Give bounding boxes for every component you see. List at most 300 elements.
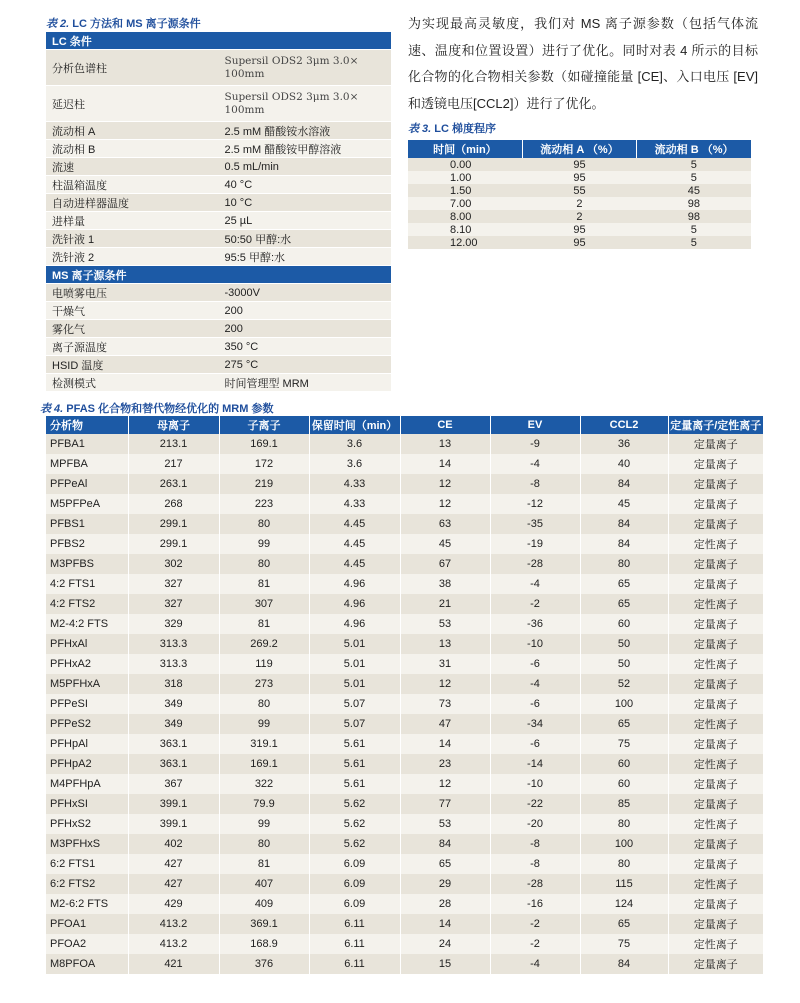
table-row xyxy=(46,176,391,194)
param-value: 95:5 甲醇:水 xyxy=(219,248,392,266)
table-cell: 100 xyxy=(580,834,668,854)
table-row xyxy=(46,694,763,714)
table-cell: 5.62 xyxy=(309,834,400,854)
analyte-name: 6:2 FTS2 xyxy=(46,874,128,894)
table-cell: 定性离子 xyxy=(668,934,763,954)
table-cell: -6 xyxy=(490,734,580,754)
table-cell: 5.61 xyxy=(309,754,400,774)
table-row xyxy=(46,594,763,614)
table-cell: 定量离子 xyxy=(668,434,763,454)
column-header: 定量离子/定性离子 xyxy=(668,416,763,434)
table-cell: 77 xyxy=(400,794,490,814)
table-cell: 5.61 xyxy=(309,734,400,754)
lc-gradient-table xyxy=(408,140,751,249)
table-row xyxy=(46,50,391,86)
table-cell: 0.00 xyxy=(408,158,522,171)
table-cell: 8.00 xyxy=(408,210,522,223)
analyte-name: PFHxSI xyxy=(46,794,128,814)
analyte-name: M3PFHxS xyxy=(46,834,128,854)
table-cell: 定量离子 xyxy=(668,634,763,654)
param-value: 350 °C xyxy=(219,338,392,356)
analyte-name: 6:2 FTS1 xyxy=(46,854,128,874)
table-row xyxy=(46,454,763,474)
table-cell: 79.9 xyxy=(219,794,309,814)
table-cell: -16 xyxy=(490,894,580,914)
param-value: 25 µL xyxy=(219,212,392,230)
table-cell: 213.1 xyxy=(128,434,219,454)
table-row xyxy=(46,674,763,694)
table-cell: -19 xyxy=(490,534,580,554)
param-label: 检测模式 xyxy=(46,374,219,392)
table-cell: 115 xyxy=(580,874,668,894)
table-cell: 定量离子 xyxy=(668,494,763,514)
table-cell: 322 xyxy=(219,774,309,794)
param-label: 分析色谱柱 xyxy=(46,50,219,86)
param-value: 50:50 甲醇:水 xyxy=(219,230,392,248)
table-cell: 40 xyxy=(580,454,668,474)
table-cell: 84 xyxy=(400,834,490,854)
table-cell: 5.01 xyxy=(309,634,400,654)
column-header: 母离子 xyxy=(128,416,219,434)
table-cell: 4.45 xyxy=(309,534,400,554)
table-row xyxy=(46,158,391,176)
mrm-parameters-table xyxy=(46,416,763,974)
table-cell: 80 xyxy=(219,834,309,854)
table2-caption xyxy=(46,15,201,31)
param-value: 2.5 mM 醋酸铵水溶液 xyxy=(219,122,392,140)
table-cell: -28 xyxy=(490,874,580,894)
table2-caption-label: 表 2. xyxy=(46,18,70,30)
table-cell: 定量离子 xyxy=(668,554,763,574)
analyte-name: PFPeS2 xyxy=(46,714,128,734)
table-cell: 4.33 xyxy=(309,474,400,494)
analyte-name: PFBS2 xyxy=(46,534,128,554)
table-cell: 172 xyxy=(219,454,309,474)
analyte-name: PFOA2 xyxy=(46,934,128,954)
table-row xyxy=(46,338,391,356)
table-cell: 99 xyxy=(219,714,309,734)
table-cell: 80 xyxy=(219,554,309,574)
table-cell: 45 xyxy=(580,494,668,514)
analyte-name: PFPeAl xyxy=(46,474,128,494)
analyte-name: PFBA1 xyxy=(46,434,128,454)
param-label: 雾化气 xyxy=(46,320,219,338)
table-cell: 5.62 xyxy=(309,814,400,834)
table-cell: 80 xyxy=(580,554,668,574)
table-cell: 95 xyxy=(522,223,636,236)
table-cell: 263.1 xyxy=(128,474,219,494)
table-row xyxy=(46,474,763,494)
table-cell: 313.3 xyxy=(128,634,219,654)
param-value: Supersil ODS2 3μm 3.0× 100mm xyxy=(219,50,392,86)
column-header: 保留时间（min） xyxy=(309,416,400,434)
table-row xyxy=(46,834,763,854)
table-cell: -4 xyxy=(490,454,580,474)
table-row xyxy=(46,714,763,734)
table-cell: 12.00 xyxy=(408,236,522,249)
table-cell: 定量离子 xyxy=(668,894,763,914)
table-cell: 65 xyxy=(580,594,668,614)
lc-ms-conditions-table xyxy=(46,32,391,392)
table-cell: 95 xyxy=(522,236,636,249)
table-cell: 定量离子 xyxy=(668,614,763,634)
table-cell: 65 xyxy=(580,914,668,934)
table-cell: -4 xyxy=(490,574,580,594)
param-value: 时间管理型 MRM xyxy=(219,374,392,392)
analyte-name: M4PFHpA xyxy=(46,774,128,794)
table-cell: -6 xyxy=(490,654,580,674)
table-cell: 75 xyxy=(580,734,668,754)
table-cell: 定量离子 xyxy=(668,854,763,874)
table-cell: 84 xyxy=(580,954,668,974)
table-cell: 318 xyxy=(128,674,219,694)
table-cell: 5.07 xyxy=(309,694,400,714)
analyte-name: M2-6:2 FTS xyxy=(46,894,128,914)
table-cell: 307 xyxy=(219,594,309,614)
table-row xyxy=(46,194,391,212)
table-cell: 80 xyxy=(580,854,668,874)
table4-caption-label: 表 4. xyxy=(40,403,64,415)
param-value: 2.5 mM 醋酸铵甲醇溶液 xyxy=(219,140,392,158)
table-row xyxy=(46,122,391,140)
analyte-name: M2-4:2 FTS xyxy=(46,614,128,634)
table-cell: 299.1 xyxy=(128,534,219,554)
table-cell: -8 xyxy=(490,474,580,494)
table-cell: 5.07 xyxy=(309,714,400,734)
table-cell: 7.00 xyxy=(408,197,522,210)
param-label: 流动相 B xyxy=(46,140,219,158)
table-cell: -6 xyxy=(490,694,580,714)
lc-section-header xyxy=(46,32,391,50)
table-cell: 80 xyxy=(219,694,309,714)
table-cell: 52 xyxy=(580,674,668,694)
param-value: -3000V xyxy=(219,284,392,302)
table-cell: 4.96 xyxy=(309,574,400,594)
table-row xyxy=(408,158,751,171)
table-cell: 定量离子 xyxy=(668,514,763,534)
table-cell: -2 xyxy=(490,914,580,934)
table-cell: 12 xyxy=(400,774,490,794)
table-cell: 5.01 xyxy=(309,674,400,694)
table-cell: 100 xyxy=(580,694,668,714)
analyte-name: M3PFBS xyxy=(46,554,128,574)
param-label: 延迟柱 xyxy=(46,86,219,122)
table-cell: 413.2 xyxy=(128,934,219,954)
param-value: 275 °C xyxy=(219,356,392,374)
table-row xyxy=(46,534,763,554)
table-cell: -10 xyxy=(490,774,580,794)
table-cell: 29 xyxy=(400,874,490,894)
table-cell: 85 xyxy=(580,794,668,814)
table-cell: 50 xyxy=(580,654,668,674)
table-cell: 81 xyxy=(219,854,309,874)
table-row xyxy=(46,614,763,634)
table-cell: 60 xyxy=(580,754,668,774)
analyte-name: M5PFPeA xyxy=(46,494,128,514)
ms-section-header-label: MS 离子源条件 xyxy=(46,266,391,284)
table-cell: 5.01 xyxy=(309,654,400,674)
table-cell: 13 xyxy=(400,634,490,654)
table-cell: 217 xyxy=(128,454,219,474)
param-label: 流速 xyxy=(46,158,219,176)
table-cell: 53 xyxy=(400,614,490,634)
table-cell: 4.96 xyxy=(309,614,400,634)
table-cell: 376 xyxy=(219,954,309,974)
table-row xyxy=(46,302,391,320)
table-cell: 定量离子 xyxy=(668,674,763,694)
table-cell: 429 xyxy=(128,894,219,914)
analyte-name: PFHxS2 xyxy=(46,814,128,834)
table-cell: 421 xyxy=(128,954,219,974)
table-cell: 60 xyxy=(580,614,668,634)
table-cell: -4 xyxy=(490,674,580,694)
table-cell: 6.11 xyxy=(309,914,400,934)
table-cell: 60 xyxy=(580,774,668,794)
table-cell: 45 xyxy=(637,184,751,197)
table-cell: 定性离子 xyxy=(668,754,763,774)
column-header: EV xyxy=(490,416,580,434)
table-cell: 75 xyxy=(580,934,668,954)
table-cell: -10 xyxy=(490,634,580,654)
table-cell: 13 xyxy=(400,434,490,454)
table-cell: -4 xyxy=(490,954,580,974)
column-header: 流动相 A （%） xyxy=(522,140,636,158)
table-row xyxy=(408,184,751,197)
table-cell: 99 xyxy=(219,814,309,834)
table-cell: 31 xyxy=(400,654,490,674)
analyte-name: PFHxAl xyxy=(46,634,128,654)
table-cell: 402 xyxy=(128,834,219,854)
analyte-name: PFBS1 xyxy=(46,514,128,534)
table-cell: 定量离子 xyxy=(668,914,763,934)
table-cell: 12 xyxy=(400,674,490,694)
table-cell: 329 xyxy=(128,614,219,634)
table-cell: 409 xyxy=(219,894,309,914)
table-cell: 399.1 xyxy=(128,814,219,834)
table-cell: 2 xyxy=(522,197,636,210)
table-cell: 2 xyxy=(522,210,636,223)
table-cell: 定性离子 xyxy=(668,594,763,614)
table-cell: 84 xyxy=(580,474,668,494)
table-cell: 1.00 xyxy=(408,171,522,184)
table-cell: 定量离子 xyxy=(668,734,763,754)
table-cell: 363.1 xyxy=(128,734,219,754)
table-cell: 12 xyxy=(400,474,490,494)
table-cell: 367 xyxy=(128,774,219,794)
table-cell: 23 xyxy=(400,754,490,774)
table-cell: 80 xyxy=(219,514,309,534)
table-cell: 55 xyxy=(522,184,636,197)
table-cell: 81 xyxy=(219,614,309,634)
column-header: CCL2 xyxy=(580,416,668,434)
table-cell: 299.1 xyxy=(128,514,219,534)
table-cell: 定量离子 xyxy=(668,474,763,494)
table-cell: -9 xyxy=(490,434,580,454)
param-value: 40 °C xyxy=(219,176,392,194)
table-cell: 98 xyxy=(637,210,751,223)
table-row xyxy=(46,574,763,594)
table-cell: 14 xyxy=(400,454,490,474)
table-cell: 定量离子 xyxy=(668,834,763,854)
table-row xyxy=(46,284,391,302)
table-row xyxy=(408,223,751,236)
table-row xyxy=(46,954,763,974)
table-cell: 302 xyxy=(128,554,219,574)
table-cell: 269.2 xyxy=(219,634,309,654)
table-cell: 169.1 xyxy=(219,754,309,774)
table-cell: 369.1 xyxy=(219,914,309,934)
table-cell: 5 xyxy=(637,223,751,236)
table-cell: 45 xyxy=(400,534,490,554)
table-cell: 73 xyxy=(400,694,490,714)
table-cell: 268 xyxy=(128,494,219,514)
table-cell: -36 xyxy=(490,614,580,634)
column-header: CE xyxy=(400,416,490,434)
table-cell: -2 xyxy=(490,934,580,954)
analyte-name: 4:2 FTS2 xyxy=(46,594,128,614)
column-header: 分析物 xyxy=(46,416,128,434)
table-cell: 38 xyxy=(400,574,490,594)
lc-section-header-label: LC 条件 xyxy=(46,32,391,50)
table-row xyxy=(46,654,763,674)
table-cell: 313.3 xyxy=(128,654,219,674)
table-cell: -12 xyxy=(490,494,580,514)
table-cell: 定量离子 xyxy=(668,794,763,814)
table-row xyxy=(46,374,391,392)
table-cell: 349 xyxy=(128,694,219,714)
table3-caption-text: LC 梯度程序 xyxy=(431,123,497,135)
analyte-name: M5PFHxA xyxy=(46,674,128,694)
table-cell: 413.2 xyxy=(128,914,219,934)
table-cell: 427 xyxy=(128,854,219,874)
param-value: 200 xyxy=(219,320,392,338)
param-label: HSID 温度 xyxy=(46,356,219,374)
table-cell: 407 xyxy=(219,874,309,894)
table-cell: 219 xyxy=(219,474,309,494)
table-row xyxy=(46,794,763,814)
table-cell: 定性离子 xyxy=(668,714,763,734)
analyte-name: 4:2 FTS1 xyxy=(46,574,128,594)
table-cell: 3.6 xyxy=(309,434,400,454)
table-cell: 5 xyxy=(637,236,751,249)
param-label: 柱温箱温度 xyxy=(46,176,219,194)
table-cell: 定性离子 xyxy=(668,874,763,894)
table-row xyxy=(46,814,763,834)
table-cell: 327 xyxy=(128,574,219,594)
table-cell: 5.61 xyxy=(309,774,400,794)
table-cell: 14 xyxy=(400,914,490,934)
table-cell: -2 xyxy=(490,594,580,614)
table-row xyxy=(46,874,763,894)
table-cell: 定量离子 xyxy=(668,454,763,474)
analyte-name: PFHpA2 xyxy=(46,754,128,774)
column-header: 时间（min） xyxy=(408,140,522,158)
table-cell: 5 xyxy=(637,171,751,184)
analyte-name: PFPeSI xyxy=(46,694,128,714)
table-row xyxy=(408,210,751,223)
param-label: 电喷雾电压 xyxy=(46,284,219,302)
table-cell: 98 xyxy=(637,197,751,210)
table-cell: 319.1 xyxy=(219,734,309,754)
table-cell: 21 xyxy=(400,594,490,614)
table-row xyxy=(408,197,751,210)
table-cell: 349 xyxy=(128,714,219,734)
table-cell: 4.45 xyxy=(309,554,400,574)
analyte-name: MPFBA xyxy=(46,454,128,474)
table-row xyxy=(46,86,391,122)
table-cell: 8.10 xyxy=(408,223,522,236)
table-cell: -28 xyxy=(490,554,580,574)
param-label: 离子源温度 xyxy=(46,338,219,356)
table-cell: 273 xyxy=(219,674,309,694)
param-value: 10 °C xyxy=(219,194,392,212)
table-cell: 3.6 xyxy=(309,454,400,474)
table3-caption-label: 表 3. xyxy=(408,123,432,135)
table-cell: 65 xyxy=(580,714,668,734)
table-row xyxy=(46,230,391,248)
table-cell: 427 xyxy=(128,874,219,894)
table-cell: 定量离子 xyxy=(668,774,763,794)
table2-caption-text: LC 方法和 MS 离子源条件 xyxy=(69,18,201,30)
analyte-name: PFHpAl xyxy=(46,734,128,754)
table-row xyxy=(46,914,763,934)
table-row xyxy=(46,320,391,338)
table-cell: 4.45 xyxy=(309,514,400,534)
table-cell: 定量离子 xyxy=(668,954,763,974)
table-cell: 223 xyxy=(219,494,309,514)
table-cell: 36 xyxy=(580,434,668,454)
table-cell: -14 xyxy=(490,754,580,774)
table-cell: 65 xyxy=(580,574,668,594)
column-header: 流动相 B （%） xyxy=(637,140,751,158)
table-cell: 定性离子 xyxy=(668,534,763,554)
table-cell: 定性离子 xyxy=(668,654,763,674)
table-cell: 99 xyxy=(219,534,309,554)
table-cell: 47 xyxy=(400,714,490,734)
table-cell: 5 xyxy=(637,158,751,171)
table-cell: 84 xyxy=(580,534,668,554)
table-row xyxy=(46,754,763,774)
table-cell: 50 xyxy=(580,634,668,654)
table-row xyxy=(46,356,391,374)
table-cell: 28 xyxy=(400,894,490,914)
table-row xyxy=(408,171,751,184)
table-row xyxy=(46,934,763,954)
table-cell: 84 xyxy=(580,514,668,534)
param-label: 进样量 xyxy=(46,212,219,230)
table-row xyxy=(46,140,391,158)
table-cell: 14 xyxy=(400,734,490,754)
table4-caption-text: PFAS 化合物和替代物经优化的 MRM 参数 xyxy=(63,403,274,415)
table-cell: 6.11 xyxy=(309,954,400,974)
table-cell: 6.11 xyxy=(309,934,400,954)
table-cell: 169.1 xyxy=(219,434,309,454)
param-label: 流动相 A xyxy=(46,122,219,140)
table-cell: 363.1 xyxy=(128,754,219,774)
table-cell: 67 xyxy=(400,554,490,574)
table-cell: 327 xyxy=(128,594,219,614)
table-cell: 1.50 xyxy=(408,184,522,197)
table-row xyxy=(46,494,763,514)
param-label: 自动进样器温度 xyxy=(46,194,219,212)
table-cell: 168.9 xyxy=(219,934,309,954)
table-cell: 12 xyxy=(400,494,490,514)
table-cell: -35 xyxy=(490,514,580,534)
table-cell: -34 xyxy=(490,714,580,734)
param-value: 0.5 mL/min xyxy=(219,158,392,176)
ms-section-header xyxy=(46,266,391,284)
table-cell: 4.96 xyxy=(309,594,400,614)
